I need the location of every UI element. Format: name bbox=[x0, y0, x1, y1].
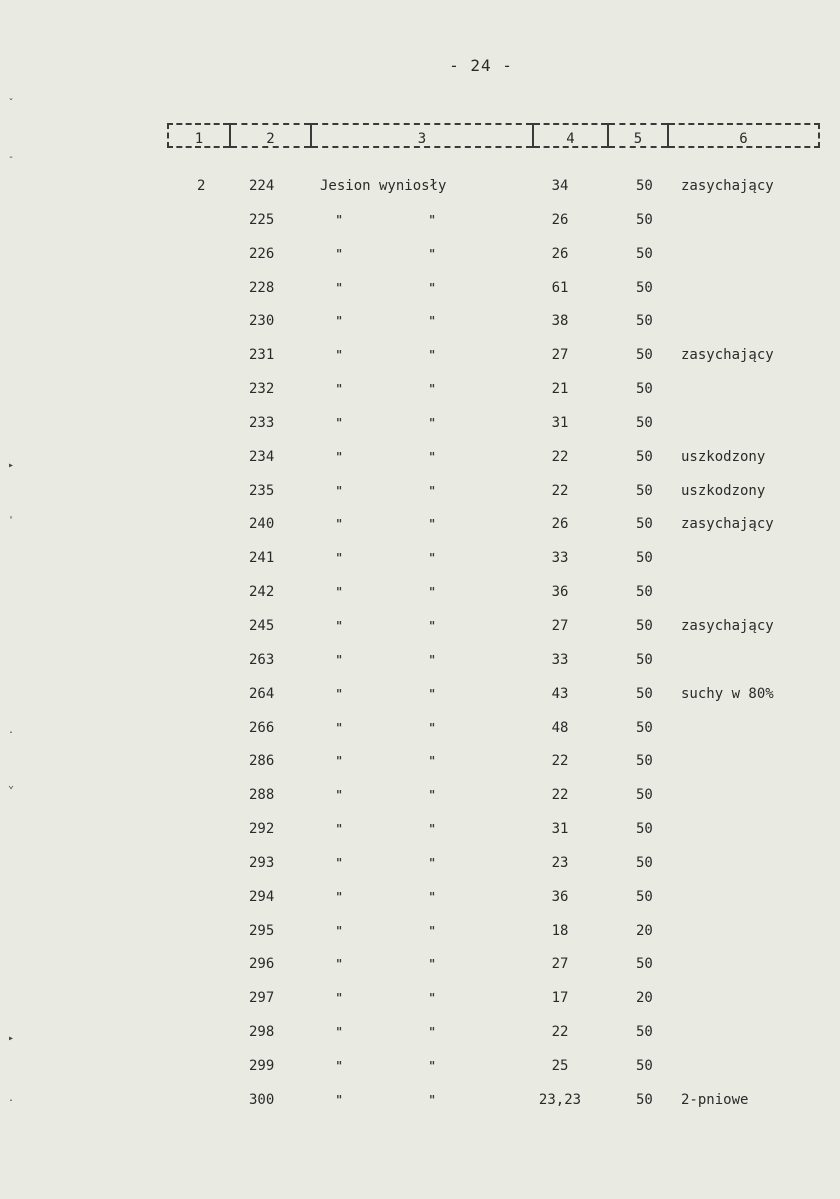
ditto-mark: " bbox=[336, 449, 343, 464]
cell-species: Jesion wyniosły bbox=[320, 178, 447, 194]
cell-col-4: 21 bbox=[551, 381, 569, 398]
margin-mark: . bbox=[8, 1093, 15, 1104]
table-header bbox=[167, 123, 820, 150]
margin-mark: ' bbox=[8, 515, 15, 526]
cell-tree-number: 230 bbox=[249, 313, 275, 330]
cell-tree-number: 228 bbox=[249, 279, 275, 296]
cell-tree-number: 245 bbox=[249, 617, 275, 634]
cell-col-5: 50 bbox=[636, 550, 653, 567]
ditto-mark: " bbox=[336, 280, 343, 295]
header-col-3: 3 bbox=[312, 123, 532, 148]
table-row bbox=[0, 305, 840, 339]
ditto-mark: " bbox=[429, 686, 436, 701]
cell-tree-number: 240 bbox=[249, 516, 275, 533]
cell-col-4: 27 bbox=[551, 956, 569, 973]
ditto-mark: " bbox=[429, 1058, 436, 1073]
cell-col-5: 50 bbox=[636, 1057, 653, 1074]
table-row bbox=[0, 982, 840, 1016]
cell-col-4: 43 bbox=[551, 685, 569, 702]
table-row bbox=[0, 678, 840, 712]
cell-col-4: 61 bbox=[551, 279, 569, 296]
cell-tree-number: 299 bbox=[249, 1057, 275, 1074]
cell-tree-number: 298 bbox=[249, 1024, 275, 1041]
cell-tree-number: 241 bbox=[249, 550, 275, 567]
cell-col-4: 17 bbox=[551, 990, 569, 1007]
cell-col-5: 50 bbox=[636, 584, 653, 601]
cell-tree-number: 224 bbox=[249, 178, 275, 194]
cell-col-5: 50 bbox=[636, 685, 653, 702]
cell-col-4: 26 bbox=[551, 516, 569, 533]
ditto-mark: " bbox=[429, 517, 436, 532]
table-row bbox=[0, 508, 840, 542]
cell-tree-number: 226 bbox=[249, 245, 275, 262]
cell-tree-number: 234 bbox=[249, 448, 275, 465]
ditto-mark: " bbox=[429, 652, 436, 667]
table-row bbox=[0, 644, 840, 678]
table-row bbox=[0, 204, 840, 238]
cell-remarks: zasychający bbox=[681, 178, 774, 194]
ditto-mark: " bbox=[336, 686, 343, 701]
cell-tree-number: 242 bbox=[249, 584, 275, 601]
cell-col-1: 2 bbox=[197, 178, 206, 194]
ditto-mark: " bbox=[429, 1092, 436, 1107]
cell-remarks: 2-pniowe bbox=[681, 1091, 749, 1108]
cell-col-4: 22 bbox=[551, 482, 569, 499]
cell-tree-number: 293 bbox=[249, 854, 275, 871]
ditto-mark: " bbox=[429, 923, 436, 938]
cell-col-5: 50 bbox=[636, 178, 653, 194]
ditto-mark: " bbox=[336, 1092, 343, 1107]
cell-col-4: 31 bbox=[551, 821, 569, 838]
cell-col-4: 26 bbox=[551, 211, 569, 228]
cell-col-4: 36 bbox=[551, 584, 569, 601]
cell-col-4: 22 bbox=[551, 787, 569, 804]
table-row bbox=[0, 1084, 840, 1118]
cell-col-4: 26 bbox=[551, 245, 569, 262]
margin-mark: . bbox=[8, 725, 15, 736]
ditto-mark: " bbox=[336, 720, 343, 735]
cell-tree-number: 231 bbox=[249, 347, 275, 364]
cell-col-5: 20 bbox=[636, 990, 653, 1007]
cell-col-5: 50 bbox=[636, 313, 653, 330]
table-row bbox=[0, 881, 840, 915]
margin-mark: ⌄ bbox=[8, 780, 15, 791]
ditto-mark: " bbox=[429, 483, 436, 498]
header-col-1: 1 bbox=[167, 123, 229, 148]
table-row bbox=[0, 610, 840, 644]
cell-remarks: zasychający bbox=[681, 347, 774, 364]
table-row bbox=[0, 441, 840, 475]
cell-col-5: 50 bbox=[636, 787, 653, 804]
table-row bbox=[0, 272, 840, 306]
ditto-mark: " bbox=[429, 212, 436, 227]
table-row bbox=[0, 475, 840, 509]
ditto-mark: " bbox=[429, 618, 436, 633]
cell-col-4: 22 bbox=[551, 753, 569, 770]
cell-tree-number: 225 bbox=[249, 211, 275, 228]
cell-col-5: 50 bbox=[636, 448, 653, 465]
cell-tree-number: 288 bbox=[249, 787, 275, 804]
table-row bbox=[0, 1050, 840, 1084]
cell-col-5: 50 bbox=[636, 279, 653, 296]
ditto-mark: " bbox=[429, 280, 436, 295]
cell-tree-number: 300 bbox=[249, 1091, 275, 1108]
ditto-mark: " bbox=[336, 348, 343, 363]
cell-remarks: uszkodzony bbox=[681, 482, 766, 499]
ditto-mark: " bbox=[429, 754, 436, 769]
cell-col-4: 33 bbox=[551, 651, 569, 668]
cell-col-5: 50 bbox=[636, 414, 653, 431]
ditto-mark: " bbox=[336, 754, 343, 769]
cell-col-4: 23,23 bbox=[538, 1091, 582, 1108]
margin-mark: ▸ bbox=[8, 460, 15, 471]
ditto-mark: " bbox=[336, 551, 343, 566]
table-row bbox=[0, 813, 840, 847]
cell-col-5: 50 bbox=[636, 821, 653, 838]
cell-tree-number: 232 bbox=[249, 381, 275, 398]
ditto-mark: " bbox=[429, 720, 436, 735]
cell-col-5: 50 bbox=[636, 245, 653, 262]
ditto-mark: " bbox=[429, 314, 436, 329]
header-col-4: 4 bbox=[534, 123, 607, 148]
ditto-mark: " bbox=[429, 1025, 436, 1040]
header-col-2: 2 bbox=[231, 123, 310, 148]
ditto-mark: " bbox=[336, 788, 343, 803]
cell-col-5: 50 bbox=[636, 381, 653, 398]
ditto-mark: " bbox=[429, 855, 436, 870]
table-row bbox=[0, 915, 840, 949]
cell-col-5: 50 bbox=[636, 854, 653, 871]
cell-col-5: 50 bbox=[636, 651, 653, 668]
cell-tree-number: 263 bbox=[249, 651, 275, 668]
cell-col-4: 25 bbox=[551, 1057, 569, 1074]
cell-col-4: 22 bbox=[551, 1024, 569, 1041]
cell-col-5: 50 bbox=[636, 1091, 653, 1108]
cell-col-5: 50 bbox=[636, 956, 653, 973]
ditto-mark: " bbox=[336, 212, 343, 227]
ditto-mark: " bbox=[336, 246, 343, 261]
ditto-mark: " bbox=[336, 991, 343, 1006]
ditto-mark: " bbox=[336, 957, 343, 972]
cell-col-5: 50 bbox=[636, 1024, 653, 1041]
margin-mark: ▸ bbox=[8, 1033, 15, 1044]
ditto-mark: " bbox=[429, 348, 436, 363]
margin-mark: ˇ bbox=[8, 98, 15, 109]
ditto-mark: " bbox=[336, 415, 343, 430]
table-row bbox=[0, 576, 840, 610]
cell-col-4: 27 bbox=[551, 347, 569, 364]
table-row bbox=[0, 847, 840, 881]
table-row bbox=[0, 339, 840, 373]
cell-col-5: 50 bbox=[636, 516, 653, 533]
cell-col-5: 50 bbox=[636, 719, 653, 736]
margin-mark: - bbox=[8, 152, 15, 163]
cell-col-4: 18 bbox=[551, 922, 569, 939]
ditto-mark: " bbox=[336, 889, 343, 904]
table-row bbox=[0, 407, 840, 441]
ditto-mark: " bbox=[429, 991, 436, 1006]
cell-col-4: 33 bbox=[551, 550, 569, 567]
cell-col-5: 20 bbox=[636, 922, 653, 939]
cell-remarks: zasychający bbox=[681, 516, 774, 533]
ditto-mark: " bbox=[429, 246, 436, 261]
ditto-mark: " bbox=[429, 585, 436, 600]
header-col-6: 6 bbox=[669, 123, 820, 148]
ditto-mark: " bbox=[336, 923, 343, 938]
table-body bbox=[0, 170, 840, 1118]
cell-remarks: suchy w 80% bbox=[681, 685, 774, 702]
ditto-mark: " bbox=[429, 382, 436, 397]
ditto-mark: " bbox=[336, 483, 343, 498]
header-col-5: 5 bbox=[609, 123, 667, 148]
cell-tree-number: 264 bbox=[249, 685, 275, 702]
cell-col-5: 50 bbox=[636, 211, 653, 228]
ditto-mark: " bbox=[336, 855, 343, 870]
cell-tree-number: 235 bbox=[249, 482, 275, 499]
cell-remarks: uszkodzony bbox=[681, 448, 766, 465]
ditto-mark: " bbox=[336, 382, 343, 397]
cell-col-4: 48 bbox=[551, 719, 569, 736]
cell-tree-number: 233 bbox=[249, 414, 275, 431]
ditto-mark: " bbox=[429, 822, 436, 837]
ditto-mark: " bbox=[336, 1025, 343, 1040]
cell-col-5: 50 bbox=[636, 753, 653, 770]
table-row bbox=[0, 1016, 840, 1050]
ditto-mark: " bbox=[429, 957, 436, 972]
cell-tree-number: 294 bbox=[249, 888, 275, 905]
cell-tree-number: 286 bbox=[249, 753, 275, 770]
cell-col-4: 36 bbox=[551, 888, 569, 905]
cell-remarks: zasychający bbox=[681, 617, 774, 634]
cell-col-4: 31 bbox=[551, 414, 569, 431]
cell-col-5: 50 bbox=[636, 617, 653, 634]
ditto-mark: " bbox=[336, 652, 343, 667]
table-row bbox=[0, 779, 840, 813]
ditto-mark: " bbox=[429, 889, 436, 904]
table-row bbox=[0, 170, 840, 204]
cell-tree-number: 296 bbox=[249, 956, 275, 973]
cell-col-4: 38 bbox=[551, 313, 569, 330]
ditto-mark: " bbox=[336, 314, 343, 329]
ditto-mark: " bbox=[336, 1058, 343, 1073]
cell-col-5: 50 bbox=[636, 888, 653, 905]
cell-tree-number: 292 bbox=[249, 821, 275, 838]
ditto-mark: " bbox=[429, 551, 436, 566]
cell-tree-number: 295 bbox=[249, 922, 275, 939]
table-row bbox=[0, 238, 840, 272]
cell-col-4: 34 bbox=[551, 178, 569, 194]
cell-tree-number: 297 bbox=[249, 990, 275, 1007]
cell-col-5: 50 bbox=[636, 482, 653, 499]
table-row bbox=[0, 373, 840, 407]
cell-col-4: 22 bbox=[551, 448, 569, 465]
table-row bbox=[0, 948, 840, 982]
cell-col-5: 50 bbox=[636, 347, 653, 364]
cell-col-4: 23 bbox=[551, 854, 569, 871]
ditto-mark: " bbox=[429, 788, 436, 803]
ditto-mark: " bbox=[429, 415, 436, 430]
table-row bbox=[0, 745, 840, 779]
ditto-mark: " bbox=[429, 449, 436, 464]
table-row bbox=[0, 542, 840, 576]
ditto-mark: " bbox=[336, 585, 343, 600]
cell-tree-number: 266 bbox=[249, 719, 275, 736]
cell-col-4: 27 bbox=[551, 617, 569, 634]
page-number: - 24 - bbox=[449, 56, 513, 75]
ditto-mark: " bbox=[336, 618, 343, 633]
ditto-mark: " bbox=[336, 517, 343, 532]
table-row bbox=[0, 712, 840, 746]
ditto-mark: " bbox=[336, 822, 343, 837]
